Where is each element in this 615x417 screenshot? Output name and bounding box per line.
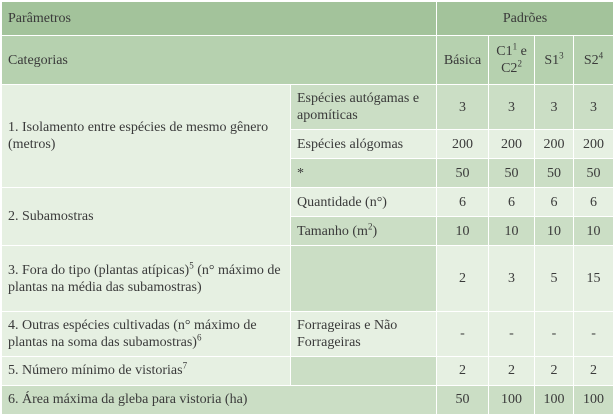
value-cell: - xyxy=(437,311,489,356)
value-cell: 3 xyxy=(437,85,489,130)
table-row xyxy=(2,85,614,130)
value-cell: 2 xyxy=(489,356,535,385)
row-label-text: 5. Número mínimo de vistorias xyxy=(8,363,183,379)
value-cell: 3 xyxy=(489,85,535,130)
value-cell: 6 xyxy=(574,188,614,217)
header-s1-text: S1 xyxy=(544,52,560,68)
value-cell: 10 xyxy=(437,217,489,246)
sub-label: Espécies autógamas e apomíticas xyxy=(291,85,437,130)
value-cell: 200 xyxy=(489,129,535,158)
value-cell: 10 xyxy=(574,217,614,246)
value-cell: 10 xyxy=(489,217,535,246)
value-cell: 5 xyxy=(535,246,574,312)
value-cell: 100 xyxy=(574,385,614,414)
value-cell: - xyxy=(535,311,574,356)
value-cell: 100 xyxy=(535,385,574,414)
value-cell: 6 xyxy=(535,188,574,217)
value-cell: 6 xyxy=(489,188,535,217)
footnote-marker: 5 xyxy=(189,260,194,271)
footnote-marker: 6 xyxy=(196,332,202,343)
sub-label xyxy=(291,217,437,246)
row-label-text: 4. Outras espécies cultivadas (n° máximo de plantas na soma das subamostras) xyxy=(8,317,257,350)
row-label-vistorias xyxy=(2,356,291,385)
header-s1 xyxy=(535,36,574,85)
value-cell: - xyxy=(489,311,535,356)
table-row xyxy=(2,311,614,356)
row-label-area-maxima: 6. Área máxima da gleba para vistoria (ha) xyxy=(2,385,437,414)
value-cell: 50 xyxy=(437,385,489,414)
footnote-marker: 3 xyxy=(559,50,564,61)
value-cell: 3 xyxy=(574,85,614,130)
superscript: 2 xyxy=(367,221,373,232)
value-cell: - xyxy=(574,311,614,356)
header-padroes: Padrões xyxy=(437,2,614,36)
row-label-text-cont: (n° máximo de plantas na média das subamostras) xyxy=(8,262,281,295)
sub-label: Espécies alógomas xyxy=(291,129,437,158)
footnote-marker: 1 xyxy=(512,41,518,52)
value-cell: 15 xyxy=(574,246,614,312)
table-row xyxy=(2,356,614,385)
sub-label: * xyxy=(291,159,437,188)
value-cell: 2 xyxy=(574,356,614,385)
header-c1-c2 xyxy=(489,36,535,85)
value-cell: 10 xyxy=(535,217,574,246)
value-cell: 50 xyxy=(437,159,489,188)
table-row xyxy=(2,246,614,312)
footnote-marker: 7 xyxy=(182,360,188,371)
value-cell: 3 xyxy=(489,246,535,312)
value-cell: 50 xyxy=(574,159,614,188)
value-cell: 200 xyxy=(437,129,489,158)
header-s2-text: S2 xyxy=(583,52,599,68)
header-row-2 xyxy=(2,36,614,85)
footnote-marker: 2 xyxy=(517,58,522,69)
row-label-isolamento: 1. Isolamento entre espécies de mesmo gênero (metros) xyxy=(2,85,291,188)
header-s2 xyxy=(574,36,614,85)
value-cell: 2 xyxy=(535,356,574,385)
sub-label: Forrageiras e Não Forrageiras xyxy=(291,311,437,356)
sub-label-empty xyxy=(291,356,437,385)
value-cell: 2 xyxy=(437,246,489,312)
value-cell: 50 xyxy=(535,159,574,188)
value-cell: 6 xyxy=(437,188,489,217)
sub-label: Quantidade (n°) xyxy=(291,188,437,217)
table-row xyxy=(2,385,614,414)
header-c1-text: C1 xyxy=(496,44,513,60)
value-cell: 2 xyxy=(437,356,489,385)
value-cell: 200 xyxy=(574,129,614,158)
header-basica: Básica xyxy=(437,36,489,85)
footnote-marker: 4 xyxy=(598,50,604,61)
header-categorias: Categorias xyxy=(2,36,437,85)
row-label-fora-do-tipo xyxy=(2,246,291,312)
value-cell: 100 xyxy=(489,385,535,414)
row-label-subamostras: 2. Subamostras xyxy=(2,188,291,246)
standards-table xyxy=(1,1,614,415)
value-cell: 3 xyxy=(535,85,574,130)
row-label-text: 3. Fora do tipo (plantas atípicas) xyxy=(8,262,190,278)
row-label-outras-especies xyxy=(2,311,291,356)
header-parametros: Parâmetros xyxy=(2,2,437,36)
sub-label-text: Tamanho (m xyxy=(297,223,368,239)
header-row-1 xyxy=(2,2,614,36)
sub-label-empty xyxy=(291,246,437,312)
value-cell: 200 xyxy=(535,129,574,158)
sub-label-end: ) xyxy=(372,223,378,239)
value-cell: 50 xyxy=(489,159,535,188)
table-row xyxy=(2,188,614,217)
header-c2-text: e C2 xyxy=(501,44,527,77)
